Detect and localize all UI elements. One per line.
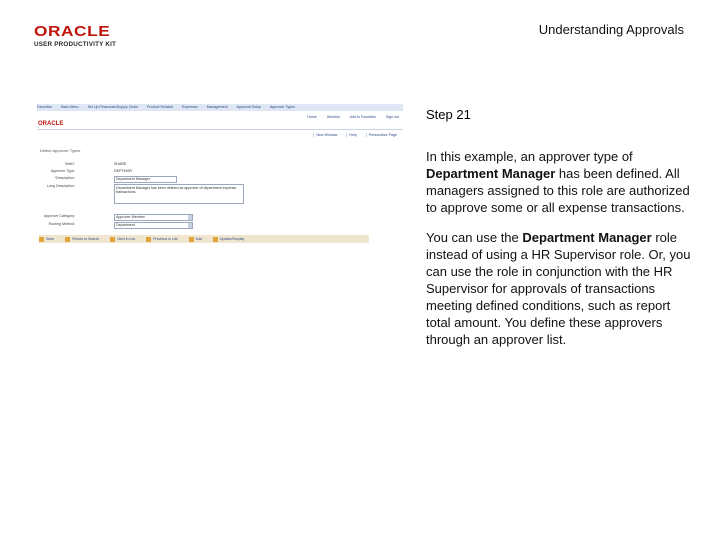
approver-category-label: Approver Category: bbox=[43, 214, 75, 218]
approver-type-value: DEPTMGR bbox=[114, 169, 132, 173]
para1-text-end: has been defined. All managers assigned to this role are authorized to approve some or all expense transactions. bbox=[426, 166, 690, 215]
screenshot-nav-bar bbox=[37, 104, 403, 111]
para2-text-start: You can use the bbox=[426, 230, 523, 245]
description-label: *Description: bbox=[54, 176, 75, 180]
para2-text-end: role instead of using a HR Supervisor role. Or, you can use the role in conjunction with the HR Supervisor for approvals of transactions meeting defined conditions, such as report total amount. You define these approvers through an approver list. bbox=[426, 230, 691, 347]
nav-item[interactable]: Expenses bbox=[181, 105, 198, 109]
description-input[interactable]: Department Manager bbox=[114, 176, 177, 183]
page-title: Understanding Approvals bbox=[538, 22, 684, 37]
nav-item[interactable]: Set Up Financials/Supply Chain bbox=[87, 105, 139, 109]
setid-value: SHARE bbox=[114, 162, 127, 166]
previous-in-list-button[interactable]: Previous in List bbox=[146, 235, 177, 243]
long-description-textarea[interactable]: Department Manager has been defined as approver of department expense transactions. bbox=[114, 184, 244, 204]
toolbar-link[interactable]: Personalize Page bbox=[366, 133, 399, 137]
approver-type-label: Approver Type: bbox=[50, 169, 75, 173]
routing-method-row bbox=[37, 222, 297, 228]
toolbar-link[interactable]: Help bbox=[346, 133, 358, 137]
para1-bold-term: Department Manager bbox=[426, 166, 556, 181]
description-row bbox=[37, 176, 297, 182]
logo-brand: ORACLE bbox=[34, 23, 111, 40]
save-button[interactable]: Save bbox=[39, 235, 54, 243]
para2-bold-term: Department Manager bbox=[522, 230, 652, 245]
divider bbox=[37, 129, 403, 130]
instruction-text bbox=[426, 148, 696, 361]
header-link[interactable]: Home bbox=[307, 115, 317, 119]
add-button[interactable]: Add bbox=[189, 235, 202, 243]
long-description-label: Long Description: bbox=[47, 184, 75, 188]
routing-method-select[interactable]: Department bbox=[114, 222, 193, 229]
header-link[interactable]: Add to Favorites bbox=[349, 115, 376, 119]
nav-item[interactable]: Approver Types bbox=[269, 105, 295, 109]
screenshot-header-links bbox=[298, 115, 399, 119]
screenshot-brand: ORACLE bbox=[38, 121, 64, 127]
step-label: Step 21 bbox=[426, 107, 471, 122]
header-link[interactable]: Worklist bbox=[326, 115, 340, 119]
para1-text-start: In this example, an approver type of bbox=[426, 149, 633, 164]
return-to-search-button[interactable]: Return to Search bbox=[65, 235, 99, 243]
setid-label: SetID: bbox=[65, 162, 75, 166]
paragraph-2 bbox=[426, 229, 696, 348]
toolbar-link[interactable]: New Window bbox=[313, 133, 339, 137]
nav-item[interactable]: Favorites bbox=[37, 105, 52, 109]
routing-method-label: Routing Method: bbox=[48, 222, 75, 226]
screenshot-button-bar bbox=[39, 235, 369, 243]
nav-item[interactable]: Main Menu bbox=[60, 105, 79, 109]
logo-product: USER PRODUCTIVITY KIT bbox=[34, 41, 117, 48]
approver-category-select[interactable]: Approver Member bbox=[114, 214, 193, 221]
nav-item[interactable]: Management bbox=[206, 105, 228, 109]
screenshot-toolbar bbox=[307, 133, 399, 137]
approver-type-row bbox=[37, 169, 297, 175]
oracle-upk-logo bbox=[34, 24, 134, 48]
update-display-button[interactable]: Update/Display bbox=[213, 235, 244, 243]
nav-item[interactable]: Approval Setup bbox=[236, 105, 262, 109]
section-title: Define Approver Types bbox=[40, 148, 81, 153]
next-in-list-button[interactable]: Next in List bbox=[110, 235, 135, 243]
header-link[interactable]: Sign out bbox=[385, 115, 399, 119]
paragraph-1 bbox=[426, 148, 696, 216]
approver-category-row bbox=[37, 214, 297, 220]
long-description-row bbox=[37, 184, 297, 206]
nav-item[interactable]: Product Related bbox=[147, 105, 173, 109]
setid-row bbox=[37, 162, 297, 168]
embedded-screenshot bbox=[37, 104, 403, 244]
